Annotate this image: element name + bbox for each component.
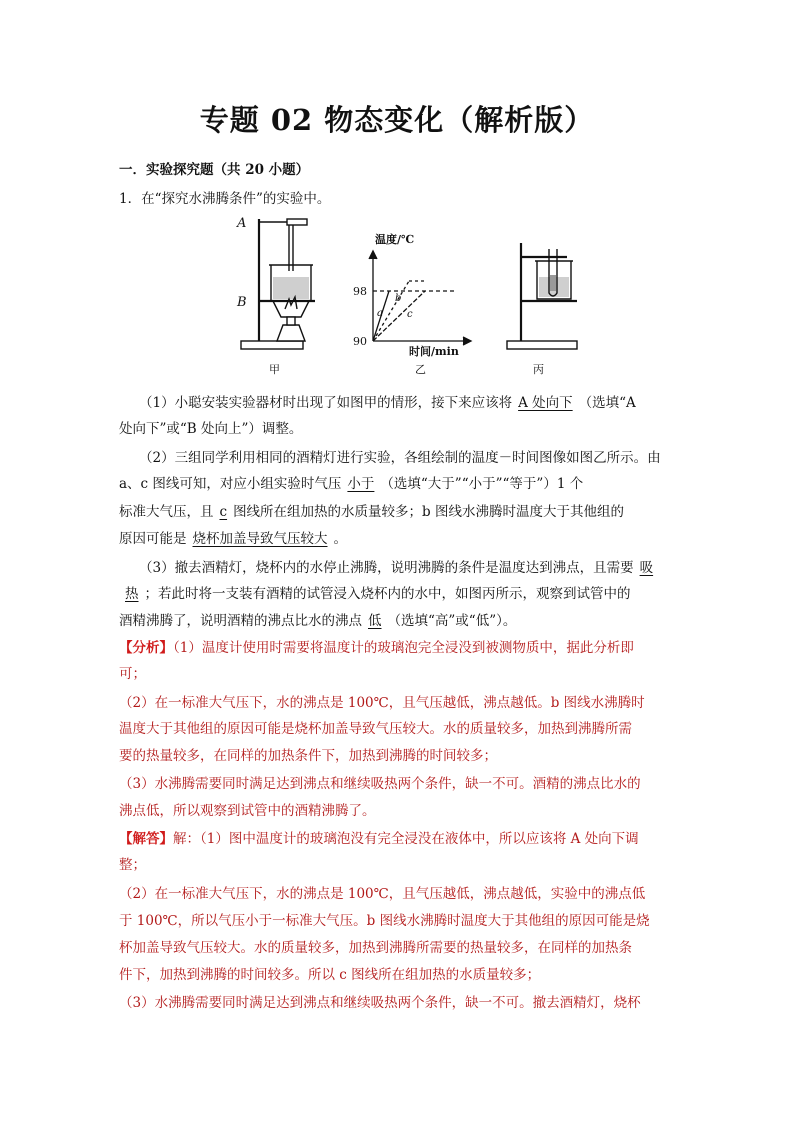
figure-yi-graph xyxy=(369,251,471,345)
text: （1）温度计使用时需要将温度计的玻璃泡完全浸没到被测物质中，据此分析即 xyxy=(173,640,634,656)
figure-jia xyxy=(241,219,315,349)
text: 酒精沸腾了，说明酒精的沸点比水的沸点 xyxy=(119,613,362,629)
answer-6: 低 xyxy=(368,613,382,629)
analysis-line2: 可； xyxy=(119,666,146,682)
q1-part3-line1 xyxy=(139,556,659,576)
graph-xlabel: 时间/min xyxy=(409,345,459,358)
q1-part3-line3 xyxy=(119,609,516,629)
label-A: A xyxy=(237,216,247,231)
page-title: 专题 02 物态变化（解析版） xyxy=(199,103,595,137)
curve-a-label: a xyxy=(377,308,383,319)
analysis-line5: 要的热量较多，在同样的加热条件下，加热到沸腾的时间较多； xyxy=(119,748,497,764)
question-stem: 1．在“探究水沸腾条件”的实验中。 xyxy=(119,191,331,207)
answer-4: 烧杯加盖导致气压较大 xyxy=(192,531,328,547)
solution-tag: 【解答】 xyxy=(119,831,173,847)
text: 图线所在组加热的水质量较多；b 图线水沸腾时温度大于其他组的 xyxy=(233,504,624,520)
analysis-line1 xyxy=(119,636,634,656)
q1-part2-line4 xyxy=(119,527,347,547)
text: （1）小聪安装实验器材时出现了如图甲的情形，接下来应该将 xyxy=(139,395,513,411)
solution-line1 xyxy=(119,827,639,847)
label-B: B xyxy=(237,295,247,310)
solution-line5: 杯加盖导致气压较大。水的质量较多，加热到沸腾所需要的热量较多，在同样的加热条 xyxy=(119,940,632,956)
q1-part1-line1 xyxy=(139,391,636,411)
analysis-line4: 温度大于其他组的原因可能是烧杯加盖导致气压较大。水的质量较多，加热到沸腾所需 xyxy=(119,721,632,737)
text: 原因可能是 xyxy=(119,531,187,547)
answer-5a: 吸 xyxy=(639,560,654,576)
q1-part1-line2: 处向下”或“B 处向上”）调整。 xyxy=(119,421,303,437)
analysis-tag: 【分析】 xyxy=(119,640,173,656)
analysis-line7: 沸点低，所以观察到试管中的酒精沸腾了。 xyxy=(119,803,376,819)
text: 。 xyxy=(333,531,347,547)
text: （选填“A xyxy=(578,395,636,411)
q1-part2-line3 xyxy=(119,500,624,520)
q1-part3-line2 xyxy=(119,582,631,602)
solution-line6: 件下，加热到沸腾的时间较多。所以 c 图线所在组加热的水质量较多； xyxy=(119,967,541,983)
text: （选填“高”或“低”）。 xyxy=(387,613,517,629)
text: （选填“大于”“小于”“等于”）1 个 xyxy=(380,476,584,492)
section-heading: 一．实验探究题（共 20 小题） xyxy=(119,162,310,178)
solution-line4: 于 100℃，所以气压小于一标准大气压。b 图线水沸腾时温度大于其他组的原因可能是烧 xyxy=(119,913,650,929)
figure-bing xyxy=(507,243,577,349)
text: 解：（1）图中温度计的玻璃泡没有完全浸没在液体中，所以应该将 A 处向下调 xyxy=(173,831,639,847)
caption-jia: 甲 xyxy=(269,363,280,376)
text: 标准大气压，且 xyxy=(119,504,214,520)
answer-3: c xyxy=(219,504,228,520)
analysis-line3: （2）在一标准大气压下，水的沸点是 100℃，且气压越低，沸点越低。b 图线水沸腾时 xyxy=(119,695,645,711)
analysis-line6: （3）水沸腾需要同时满足达到沸点和继续吸热两个条件，缺一不可。酒精的沸点比水的 xyxy=(119,776,641,792)
tick-98: 98 xyxy=(353,285,367,298)
text: （3）撤去酒精灯，烧杯内的水停止沸腾，说明沸腾的条件是温度达到沸点，且需要 xyxy=(139,560,634,576)
tick-90: 90 xyxy=(353,335,367,348)
solution-line7: （3）水沸腾需要同时满足达到沸点和继续吸热两个条件，缺一不可。撤去酒精灯，烧杯 xyxy=(119,995,641,1011)
q1-part2-line2 xyxy=(119,472,583,492)
solution-line2: 整； xyxy=(119,857,146,873)
q1-part2-line1: （2）三组同学利用相同的酒精灯进行实验，各组绘制的温度－时间图像如图乙所示。由 xyxy=(139,450,661,466)
graph-ylabel: 温度/℃ xyxy=(375,233,415,246)
caption-yi: 乙 xyxy=(415,363,426,376)
curve-b-label: b xyxy=(395,293,402,304)
experiment-figures xyxy=(225,213,585,383)
solution-line3: （2）在一标准大气压下，水的沸点是 100℃，且气压越低，沸点越低，实验中的沸点低 xyxy=(119,886,646,902)
answer-2: 小于 xyxy=(347,476,375,492)
answer-5b: 热 xyxy=(125,586,139,602)
text: ；若此时将一支装有酒精的试管浸入烧杯内的水中，如图丙所示，观察到试管中的 xyxy=(144,586,631,602)
curve-c-label: c xyxy=(407,309,413,320)
answer-1: A 处向下 xyxy=(518,395,573,411)
caption-bing: 丙 xyxy=(533,363,544,376)
text: a、c 图线可知，对应小组实验时气压 xyxy=(119,476,342,492)
